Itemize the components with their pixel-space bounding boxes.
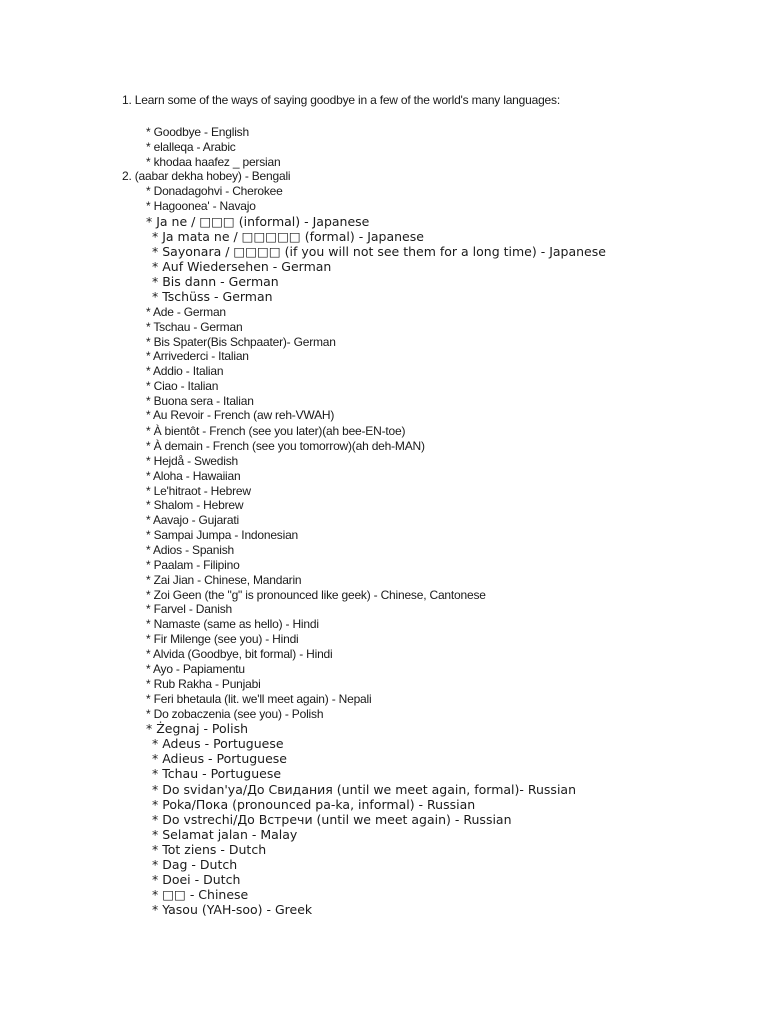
list-item: * Adieus - Portuguese — [152, 751, 287, 766]
intro-line: 1. Learn some of the ways of saying goodbye in a few of the world's many languages: — [122, 93, 560, 107]
list-item: * Ayo - Papiamentu — [146, 662, 245, 676]
list-item: * Bis Spater(Bis Schpaater)- German — [146, 335, 336, 349]
list-item: * Namaste (same as hello) - Hindi — [146, 617, 319, 631]
list-item: * Zai Jian - Chinese, Mandarin — [146, 573, 302, 587]
list-item: * Goodbye - English — [146, 125, 249, 139]
list-item: * À bientôt - French (see you later)(ah bee-EN-toe) — [146, 424, 406, 438]
list-item: * Au Revoir - French (aw reh-VWAH) — [146, 408, 335, 422]
list-item: * Hagoonea' - Navajo — [146, 199, 256, 213]
list-item: * Ja ne / □□□ (informal) - Japanese — [146, 214, 370, 229]
list-item: * Ade - German — [146, 305, 226, 319]
list-item: * Tot ziens - Dutch — [152, 842, 267, 857]
list-item: * Ja mata ne / □□□□□ (formal) - Japanese — [152, 229, 424, 244]
list-item: * Feri bhetaula (lit. we'll meet again) - Nepali — [146, 692, 372, 706]
list-item: * khodaa haafez _ persian — [146, 155, 281, 169]
list-item: * Shalom - Hebrew — [146, 498, 244, 512]
list-item: * Aavajo - Gujarati — [146, 513, 239, 527]
list-item: * Buona sera - Italian — [146, 394, 254, 408]
list-item: * Zoi Geen (the "g" is pronounced like geek) - Chinese, Cantonese — [146, 588, 486, 602]
list-item: * Addio - Italian — [146, 364, 224, 378]
list-item: * Yasou (YAH-soo) - Greek — [152, 902, 313, 917]
list-item: * Bis dann - German — [152, 274, 279, 289]
list-item: * Tschüss - German — [152, 289, 273, 304]
list-item: * Do zobaczenia (see you) - Polish — [146, 707, 324, 721]
list-item: * elalleqa - Arabic — [146, 140, 236, 154]
list-item: * Żegnaj - Polish — [146, 721, 249, 736]
list-item: * Sayonara / □□□□ (if you will not see them for a long time) - Japanese — [152, 244, 606, 259]
list-item: * Alvida (Goodbye, bit formal) - Hindi — [146, 647, 333, 661]
list-item: 2. (aabar dekha hobey) - Bengali — [122, 169, 291, 183]
list-item: * Rub Rakha - Punjabi — [146, 677, 261, 691]
list-item: * À demain - French (see you tomorrow)(ah deh-MAN) — [146, 439, 425, 453]
list-item: * Le'hitraot - Hebrew — [146, 484, 251, 498]
list-item: * Do vstrechi/До Встречи (until we meet again) - Russian — [152, 812, 512, 827]
list-item: * Tchau - Portuguese — [152, 766, 282, 781]
list-item: * Tschau - German — [146, 320, 243, 334]
list-item: * Donadagohvi - Cherokee — [146, 184, 283, 198]
list-item: * Fir Milenge (see you) - Hindi — [146, 632, 299, 646]
list-item: * Paalam - Filipino — [146, 558, 240, 572]
list-item: * Aloha - Hawaiian — [146, 469, 241, 483]
list-item: * Auf Wiedersehen - German — [152, 259, 332, 274]
list-item: * Hejdå - Swedish — [146, 454, 238, 468]
list-item: * □□ - Chinese — [152, 887, 249, 902]
list-item: * Sampai Jumpa - Indonesian — [146, 528, 299, 542]
list-item: * Arrivederci - Italian — [146, 349, 249, 363]
list-item: * Doei - Dutch — [152, 872, 241, 887]
list-item: * Selamat jalan - Malay — [152, 827, 298, 842]
list-item: * Do svidan'ya/До Свидания (until we meet again, formal)- Russian — [152, 782, 576, 797]
list-item: * Dag - Dutch — [152, 857, 238, 872]
list-item: * Farvel - Danish — [146, 602, 232, 616]
list-item: * Poka/Пока (pronounced pa-ka, informal) - Russian — [152, 797, 476, 812]
list-item: * Adeus - Portuguese — [152, 736, 284, 751]
list-item: * Adios - Spanish — [146, 543, 234, 557]
list-item: * Ciao - Italian — [146, 379, 219, 393]
